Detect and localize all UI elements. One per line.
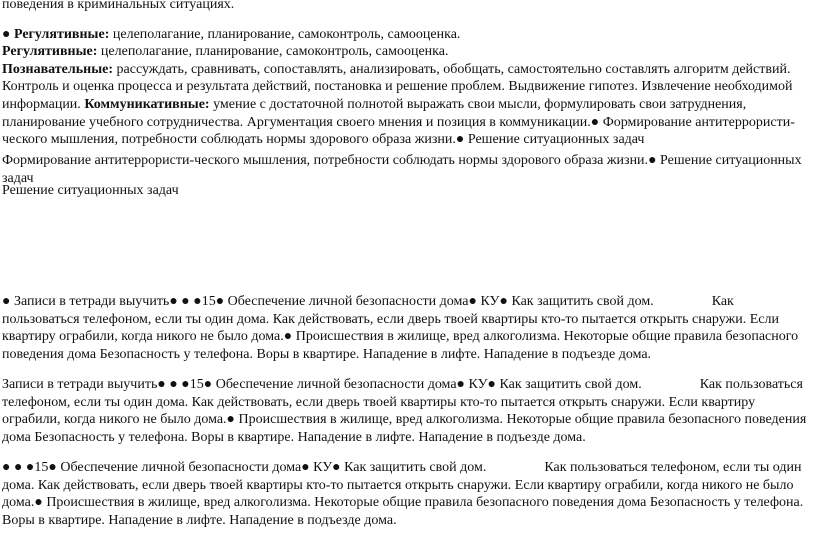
bullet: ●	[226, 412, 236, 428]
lesson-number: 15	[34, 460, 49, 475]
bullet: ●	[301, 460, 310, 475]
bullet: ●	[2, 26, 11, 42]
bullet: ●	[48, 460, 57, 475]
ku-text: КУ	[476, 294, 500, 309]
objectives-block	[2, 0, 814, 149]
bullet: ●	[34, 495, 43, 511]
label-cognitive: Познавательные:	[2, 61, 114, 77]
lesson-number: 15	[189, 377, 204, 392]
bullet: ●	[468, 294, 477, 309]
homework-paragraph	[2, 376, 814, 446]
cognitive-paragraph	[2, 61, 814, 149]
bullet: ●	[456, 377, 466, 392]
regulatory-text: целеполагание, планирование, самоконтроль, самооценка.	[109, 26, 461, 42]
bullet: ●	[648, 153, 657, 168]
homework-block-1	[2, 293, 814, 363]
questions-text: Как пользоваться телефоном, если ты один дома. Как действовать, если дверь твоей квартиры кто-то пытается открыть снаружи. Если квартиру ограбили, когда никого не было дома.	[2, 460, 802, 511]
question-text: Как защитить свой дом.	[507, 294, 654, 309]
bullet: ●	[2, 294, 11, 309]
incidents-text: Происшествия в жилище, вред алкоголизма. Некоторые общие правила безопасного поведения дома Безопасность у телефона. Воры в квартире. Нападение в лифте. Нападение в подъезде дома.	[2, 495, 804, 528]
incidents-text: Происшествия в жилище, вред алкоголизма. Некоторые общие правила безопасного поведения дома Безопасность у телефона. Воры в квартире. Нападение в лифте. Нападение в подъезде дома.	[2, 412, 807, 445]
bullet: ●	[203, 377, 213, 392]
bullets: ● ● ●	[157, 377, 190, 392]
questions-text: Как пользоваться телефоном, если ты один дома. Как действовать, если дверь твоей квартиры кто-то пытается открыть снаружи. Если квартиру ограбили, когда никого не было дома.	[2, 294, 779, 345]
homework-paragraph	[2, 459, 814, 529]
ku-text: КУ	[309, 460, 333, 475]
communicative-text: умение с достаточной полнотой выражать свои мысли, формулировать свои затруднения, планирование учебного сотрудничества. Аргументация своего мнения и позиция в коммуникации.	[2, 96, 747, 130]
lesson-number: 15	[201, 294, 216, 309]
solving-text: Решение ситуационных задач	[2, 153, 802, 186]
question-text: Как защитить свой дом.	[495, 377, 642, 392]
bullet: ●	[455, 132, 465, 148]
ku-text: КУ	[465, 377, 488, 392]
solving-text: Решение ситуационных задач	[464, 132, 645, 148]
bullet: ●	[590, 114, 600, 130]
intro-text: поведения в криминальных ситуациях.	[2, 0, 235, 12]
bullet: ●	[332, 460, 341, 475]
formation-text: Формирование антитеррористи-ческого мышления, потребности соблюдать нормы здорового образа жизни.	[2, 153, 649, 168]
question-text: Как защитить свой дом.	[340, 460, 487, 475]
bullet: ●	[499, 294, 508, 309]
homework-paragraph	[2, 293, 814, 363]
incidents-text: Происшествия в жилище, вред алкоголизма. Некоторые общие правила безопасного поведения дома Безопасность у телефона. Воры в квартире. Нападение в лифте. Нападение в подъезде дома.	[2, 329, 799, 362]
label-regulatory: Регулятивные:	[13, 26, 110, 42]
bullet: ●	[283, 329, 293, 345]
topic-text: Обеспечение личной безопасности дома	[224, 294, 469, 309]
questions-text: Как пользоваться телефоном, если ты один дома. Как действовать, если дверь твоей квартиры кто-то пытается открыть снаружи. Если квартиру ограбили, когда никого не было дома.	[2, 377, 803, 428]
regulatory-paragraph-2	[2, 43, 814, 61]
intro-line	[2, 0, 814, 14]
homework-block-2	[2, 376, 814, 446]
solving-paragraph	[2, 182, 814, 200]
cognitive-text: рассуждать, сравнивать, сопоставлять, анализировать, обобщать, самостоятельно составлять алгоритм действий. Контроль и оценка процесса и результата действий, постановка и решение проблем. Выдвижение гипотез. Извлечение необходимой информации.	[2, 61, 793, 112]
topic-text: Обеспечение личной безопасности дома	[212, 377, 457, 392]
solving-text: Решение ситуационных задач	[2, 183, 179, 198]
homework-text: Записи в тетради выучить	[2, 377, 158, 392]
bullets: ● ● ●	[169, 294, 202, 309]
homework-text: Записи в тетради выучить	[10, 294, 170, 309]
homework-block-3	[2, 459, 814, 529]
label-communicative: Коммуникативные:	[84, 96, 210, 112]
bullet: ●	[487, 377, 496, 392]
bullets: ● ● ●	[2, 460, 35, 475]
topic-text: Обеспечение личной безопасности дома	[56, 460, 302, 475]
formation-text: Формирование антитеррористи-ческого мышления, потребности соблюдать нормы здорового образа жизни.	[2, 114, 795, 148]
regulatory-paragraph-1	[2, 26, 814, 44]
regulatory-text: целеполагание, планирование, самоконтроль, самооценка.	[97, 44, 449, 60]
bullet: ●	[215, 294, 225, 309]
solving-block	[2, 182, 814, 200]
label-regulatory: Регулятивные:	[2, 44, 98, 60]
